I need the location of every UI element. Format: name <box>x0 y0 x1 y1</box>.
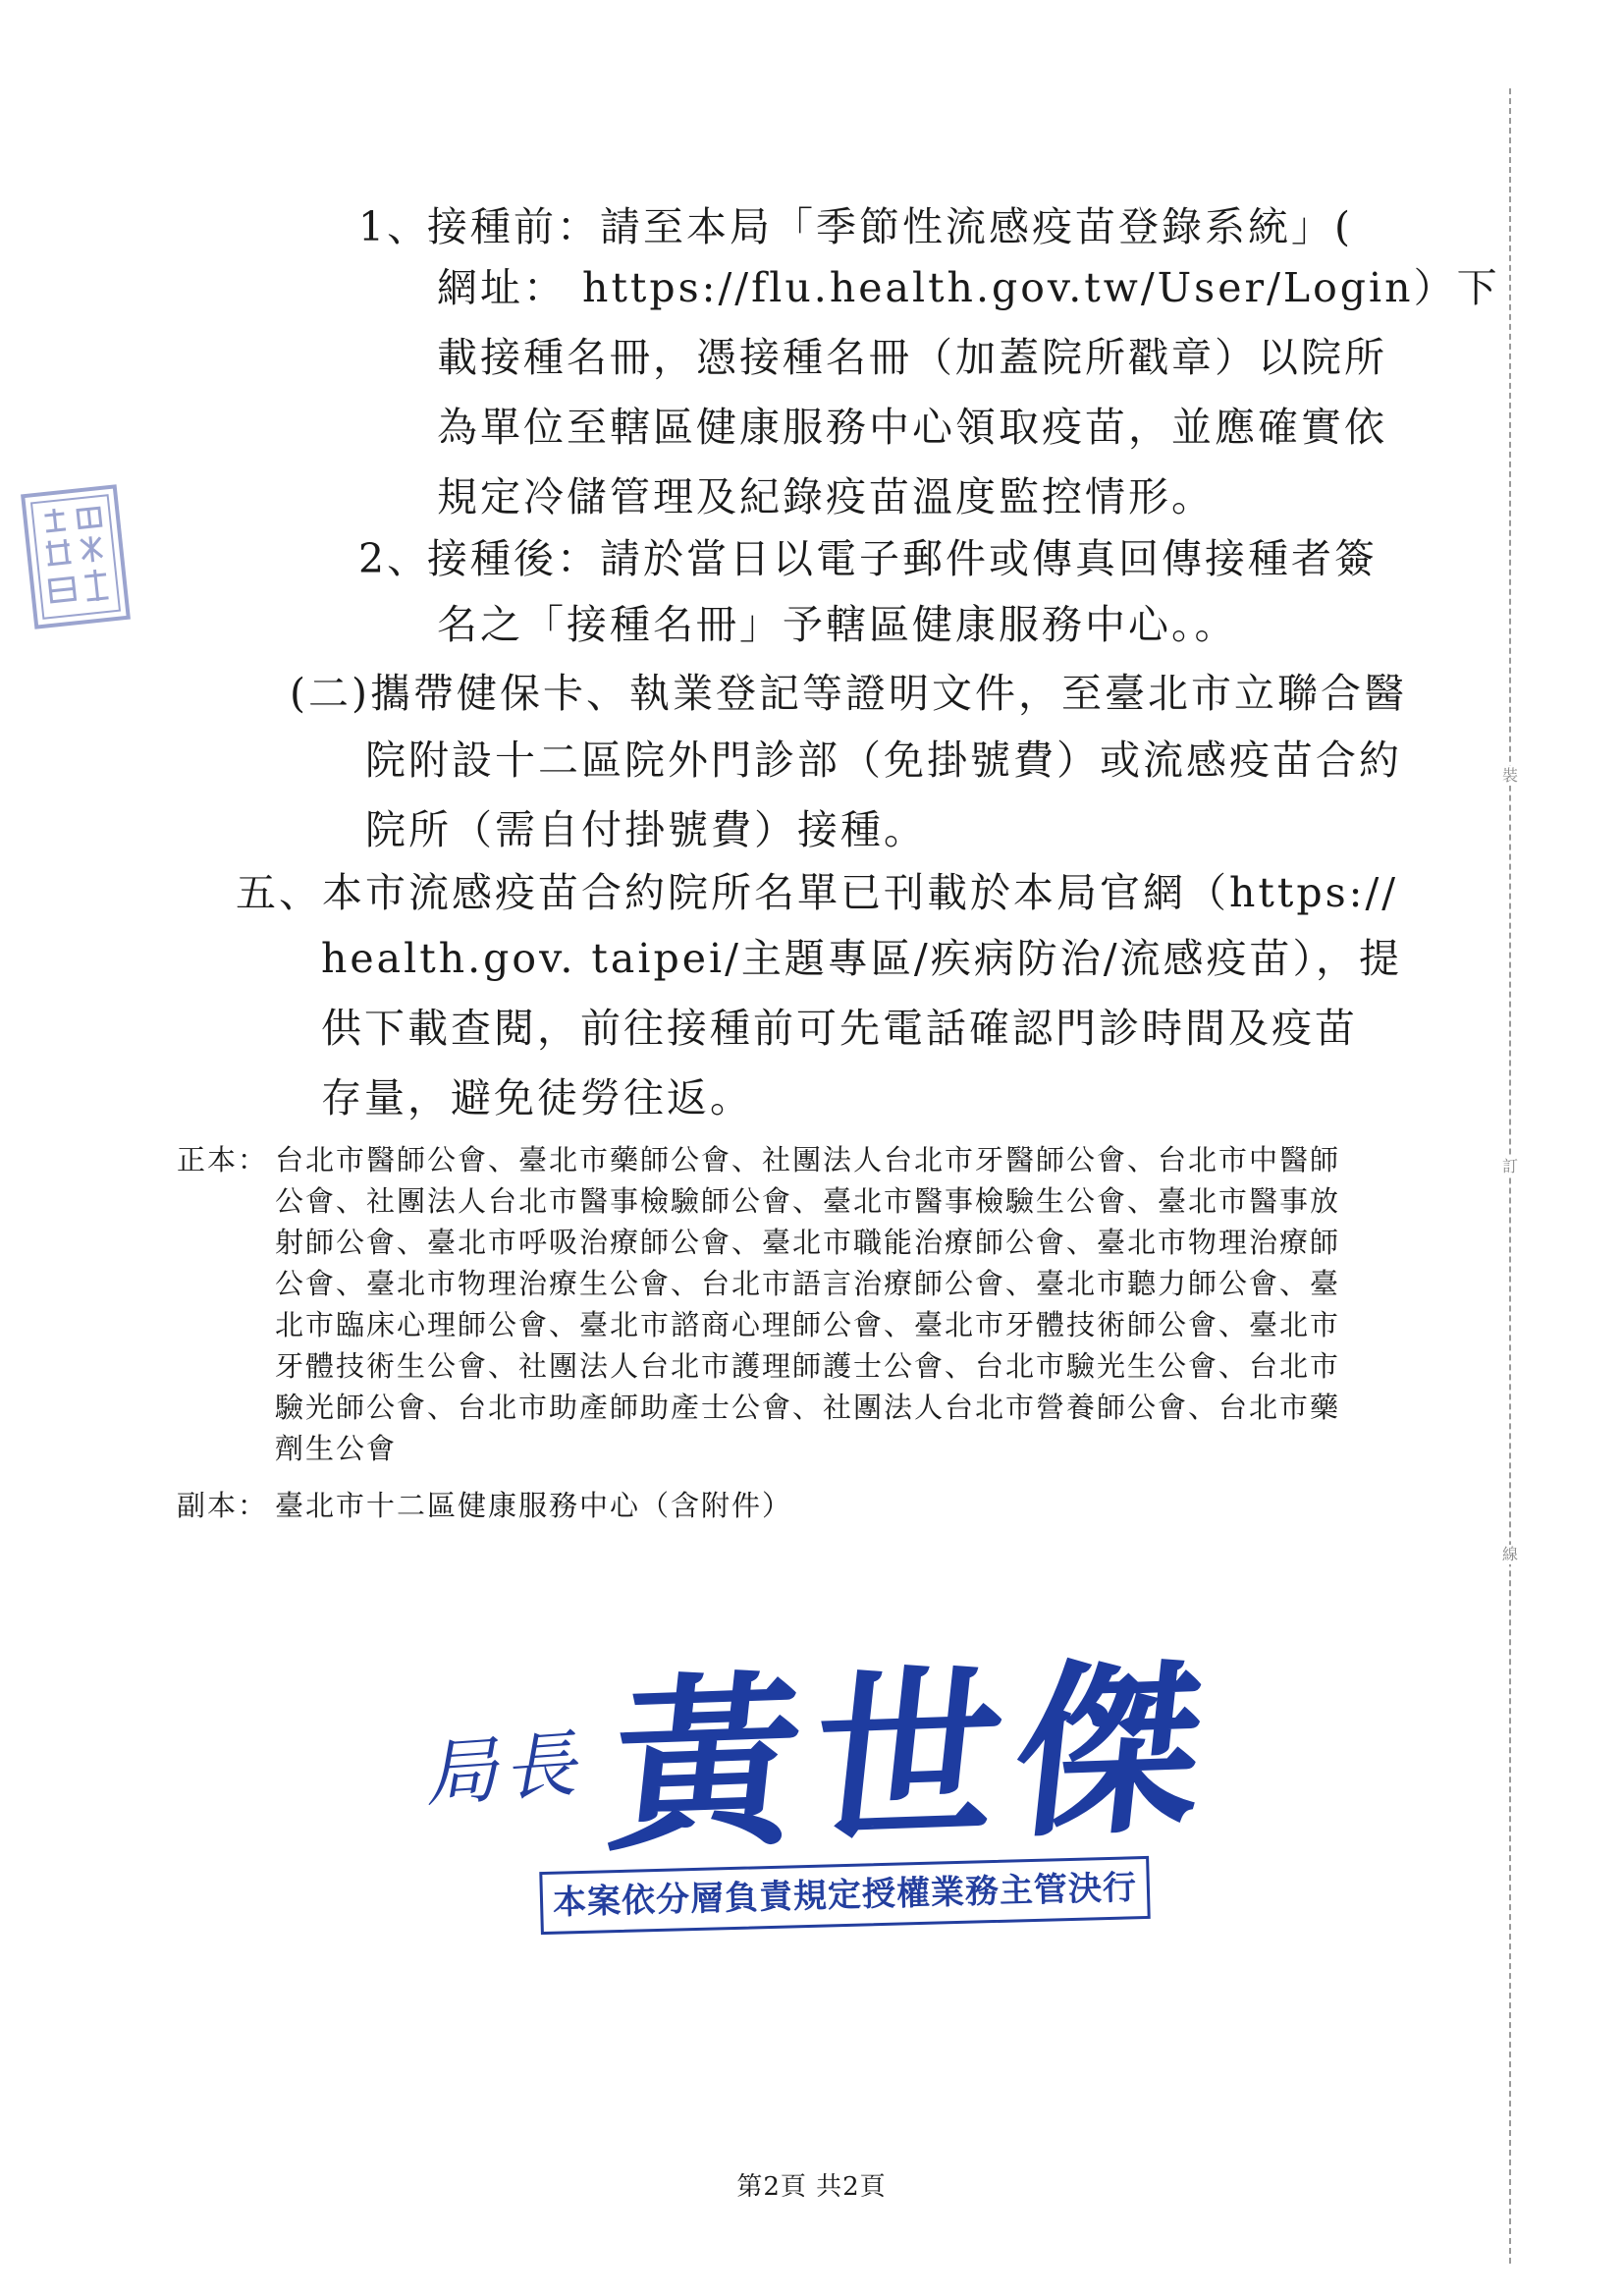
copy-label: 副本： <box>177 1489 269 1522</box>
distribution-line-6: 牙體技術生公會、社團法人台北市護理師護士公會、台北市驗光生公會、台北市 <box>275 1349 1341 1383</box>
distribution-line-7: 驗光師公會、台北市助產師助產士公會、社團法人台北市營養師公會、台北市藥 <box>275 1391 1341 1424</box>
item-1-line-5: 規定冷儲管理及紀錄疫苗溫度監控情形。 <box>437 473 1215 520</box>
official-seal-stamp <box>14 478 136 636</box>
item-1-number: 1、 <box>358 203 431 250</box>
item-2-line-1 <box>358 533 1458 584</box>
distribution-line-2: 公會、社團法人台北市醫事檢驗師公會、臺北市醫事檢驗生公會、臺北市醫事放 <box>275 1184 1341 1218</box>
item-5-continuation <box>321 933 1458 1142</box>
item-1-text-1: 接種前：請至本局「季節性流感疫苗登錄系統」( <box>427 203 1353 250</box>
item-5-line-1: 五、本市流感疫苗合約院所名單已刊載於本局官網（https:// <box>236 869 1399 916</box>
binding-mark-ding: 訂 <box>1501 1157 1518 1175</box>
binding-mark-zhuang: 裝 <box>1501 766 1518 785</box>
item-b-line-1: (二)攜帶健保卡、執業登記等證明文件，至臺北市立聯合醫 <box>290 670 1407 717</box>
item-2-number: 2、 <box>358 535 431 582</box>
item-b-line-2: 院附設十二區院外門診部（免掛號費）或流感疫苗合約 <box>365 737 1402 784</box>
page-number-footer: 第2頁 共2頁 <box>736 2172 887 2202</box>
item-2-continuation <box>437 599 1458 669</box>
item-b-line-3: 院所（需自付掛號費）接種。 <box>365 806 927 853</box>
item-1-line-3: 載接種名冊，憑接種名冊（加蓋院所戳章）以院所 <box>437 334 1387 381</box>
distribution-list <box>275 1139 1453 1469</box>
distribution-line-3: 射師公會、臺北市呼吸治療師公會、臺北市職能治療師公會、臺北市物理治療師 <box>275 1226 1341 1259</box>
distribution-label: 正本： <box>177 1143 269 1176</box>
item-b-continuation <box>365 735 1458 874</box>
authorization-stamp: 本案依分層負責規定授權業務主管決行 <box>539 1856 1150 1935</box>
item-1-line-4: 為單位至轄區健康服務中心領取疫苗，並應確實依 <box>437 404 1387 451</box>
item-5-line-3: 供下載查閱，前往接種前可先電話確認門診時間及疫苗 <box>321 1005 1358 1052</box>
item-2-text-1: 接種後：請於當日以電子郵件或傳真回傳接種者簽 <box>427 535 1378 582</box>
item-1-continuation <box>437 262 1500 541</box>
distribution-line-8: 劑生公會 <box>275 1432 398 1465</box>
binding-mark-xian: 線 <box>1501 1545 1518 1563</box>
item-2-line-2: 名之「接種名冊」予轄區健康服務中心。。 <box>437 601 1238 648</box>
signature-name: 黃世傑 <box>600 1637 1228 1878</box>
signature-title: 局長 <box>421 1722 585 1818</box>
item-5-line-4: 存量，避免徒勞往返。 <box>321 1074 753 1121</box>
distribution-line-1: 台北市醫師公會、臺北市藥師公會、社團法人台北市牙醫師公會、台北市中醫師 <box>275 1143 1341 1176</box>
copy-recipient: 臺北市十二區健康服務中心（含附件） <box>275 1489 793 1522</box>
item-1-line-2: 網址： https://flu.health.gov.tw/User/Login）下 <box>437 264 1500 311</box>
item-1-line-1 <box>358 201 1458 252</box>
item-5-line-2: health.gov. taipei/主題專區/疾病防治/流感疫苗），提 <box>321 935 1403 982</box>
distribution-line-5: 北市臨床心理師公會、臺北市諮商心理師公會、臺北市牙體技術師公會、臺北市 <box>275 1308 1341 1341</box>
distribution-line-4: 公會、臺北市物理治療生公會、台北市語言治療師公會、臺北市聽力師公會、臺 <box>275 1267 1341 1300</box>
